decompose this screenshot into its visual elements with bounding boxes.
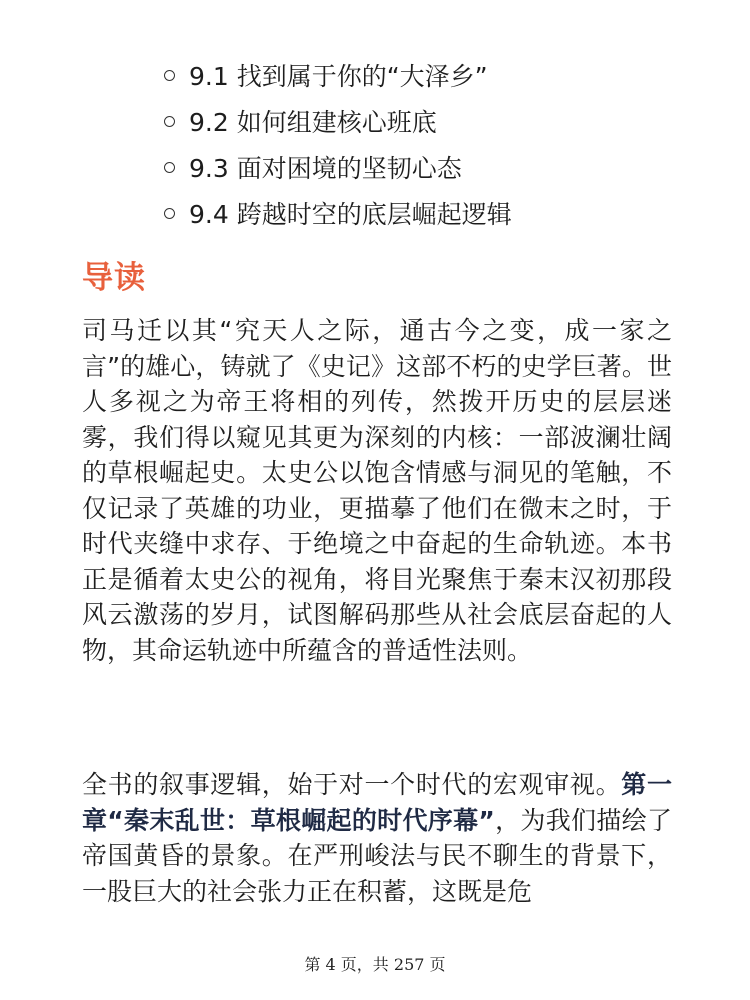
toc-item[interactable] [164, 52, 512, 98]
paragraph-text: ，为我们描绘了帝国黄昏的景象。在严刑峻法与民不聊生的背景下，一股巨大的社会张力正在积蓄，这既是危 [82, 805, 672, 906]
table-of-contents [164, 52, 512, 236]
toc-item-label[interactable]: 9.2 如何组建核心班底 [189, 108, 437, 137]
circle-bullet-icon [164, 70, 175, 81]
circle-bullet-icon [164, 116, 175, 127]
toc-item[interactable] [164, 98, 512, 144]
circle-bullet-icon [164, 162, 175, 173]
circle-bullet-icon [164, 208, 175, 219]
section-heading: 导读 [82, 260, 146, 296]
toc-item-label[interactable]: 9.1 找到属于你的“大泽乡” [189, 62, 488, 91]
toc-item-label[interactable]: 9.4 跨越时空的底层崛起逻辑 [189, 200, 512, 229]
page-number-footer: 第 4 页，共 257 页 [304, 955, 446, 974]
chapter-emphasis: 第一章“秦末乱世：草根崛起的时代序幕” [82, 770, 672, 835]
intro-paragraph-1: 司马迁以其“究天人之际，通古今之变，成一家之言”的雄心，铸就了《史记》这部不朽的史学巨著。世人多视之为帝王将相的列传，然拨开历史的层层迷雾，我们得以窥见其更为深刻的内核：一部波澜壮阔的草根崛起史。太史公以饱含情感与洞见的笔触，不仅记录了英雄的功业，更描摹了他们在微末之时，于时代夹缝中求存、于绝境之中奋起的生命轨迹。本书正是循着太史公的视角，将目光聚焦于秦末汉初那段风云激荡的岁月，试图解码那些从社会底层奋起的人物，其命运轨迹中所蕴含的普适性法则。 [82, 316, 672, 665]
toc-item[interactable] [164, 144, 512, 190]
intro-paragraph-2 [82, 767, 672, 909]
toc-item[interactable] [164, 190, 512, 236]
paragraph-text: 全书的叙事逻辑，始于对一个时代的宏观审视。 [82, 770, 622, 799]
toc-item-label[interactable]: 9.3 面对困境的坚韧心态 [189, 154, 462, 183]
